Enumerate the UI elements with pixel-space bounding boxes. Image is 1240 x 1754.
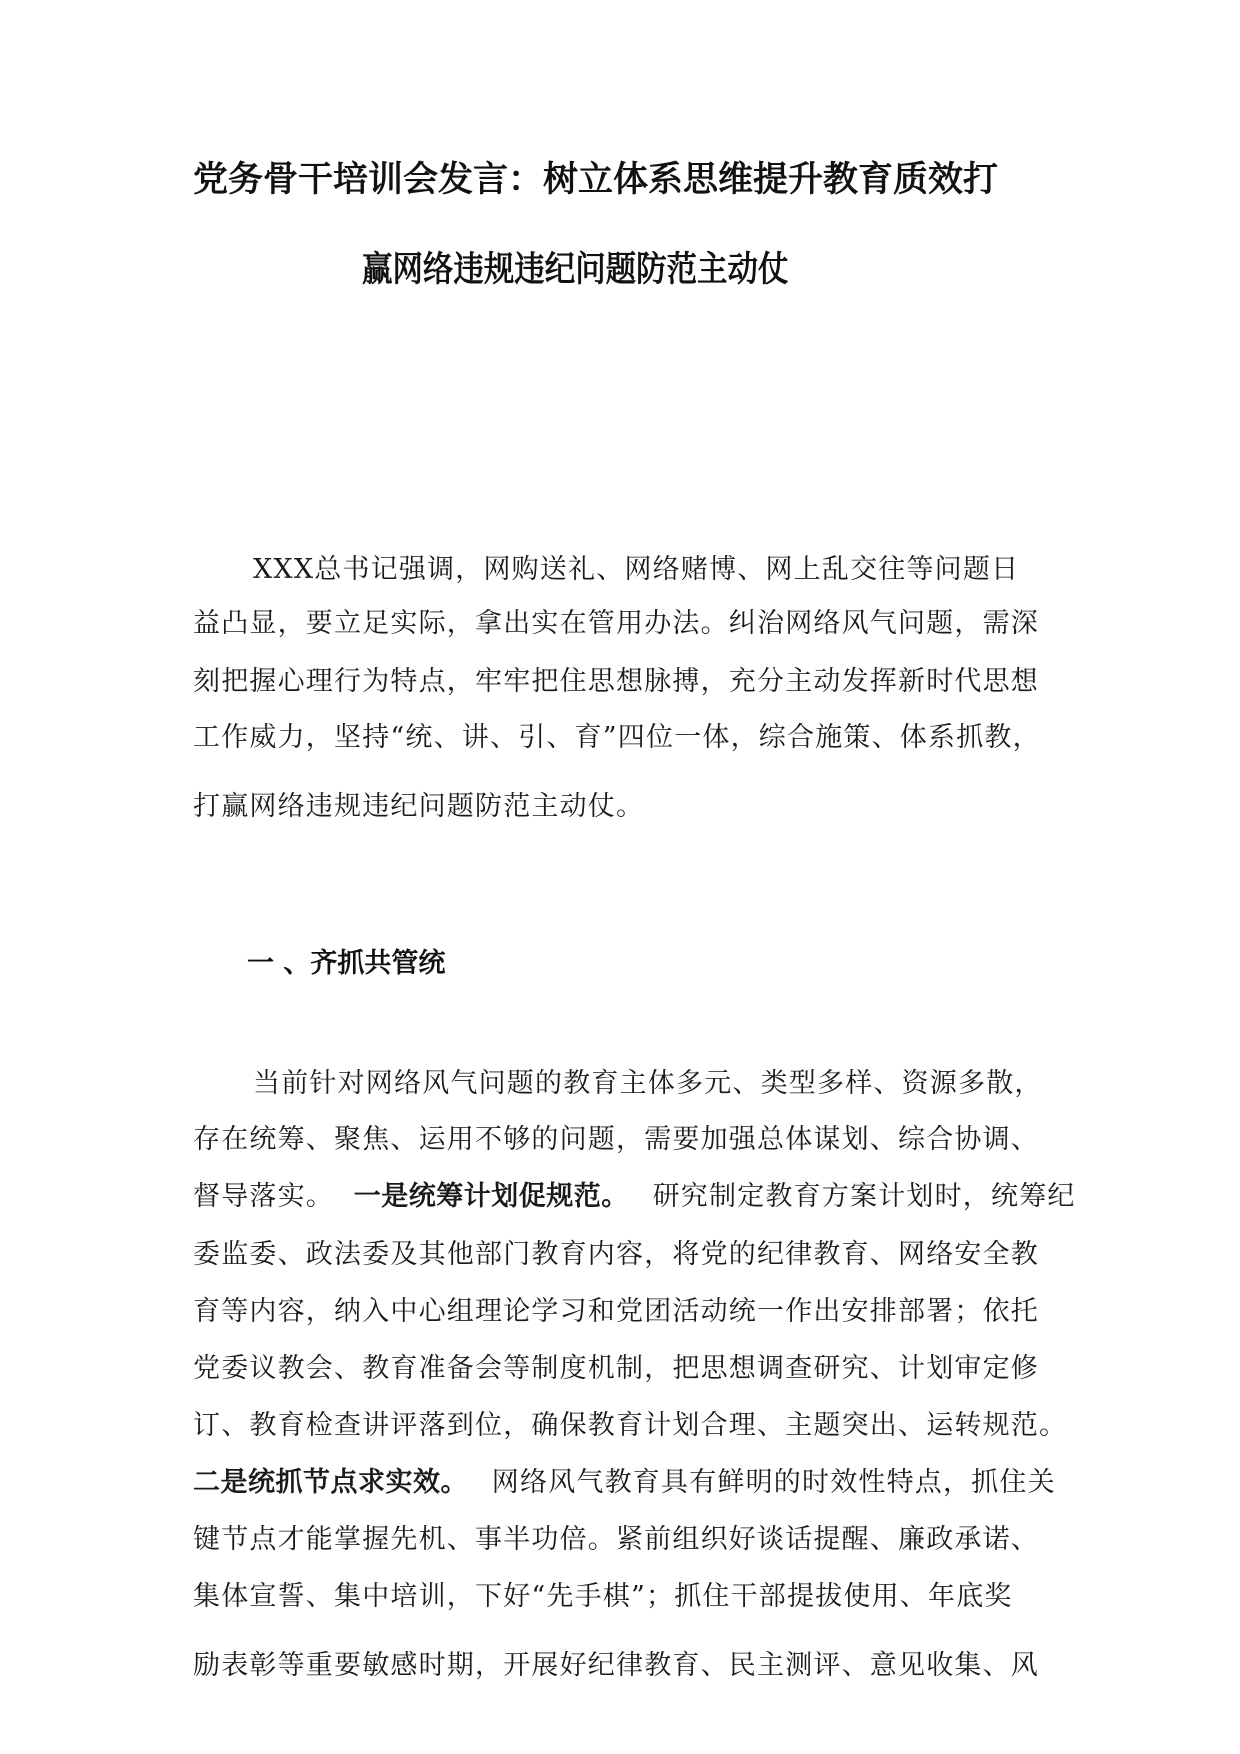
section1-line-1: 当前针对网络风气问题的教育主体多元、类型多样、资源多散，	[253, 1068, 1043, 1099]
section1-line-3	[193, 1180, 1076, 1214]
document-title-line-1: 党务骨干培训会发言：树立体系思维提升教育质效打	[193, 160, 999, 200]
document-title-line-2: 赢网络违规违纪问题防范主动仗	[362, 250, 789, 290]
section1-line-7: 订、教育检查讲评落到位，确保教育计划合理、主题突出、运转规范。	[193, 1410, 1068, 1441]
section1-line-9: 键节点才能掌握先机、事半功倍。紧前组织好谈话提醒、廉政承诺、	[193, 1524, 1039, 1555]
intro-line-1: XXX总书记强调，网购送礼、网络赌博、网上乱交往等问题日	[253, 554, 1020, 585]
section1-line-8	[193, 1466, 1056, 1500]
intro-line-5: 打赢网络违规违纪问题防范主动仗。	[193, 791, 645, 822]
section1-line-2: 存在统筹、聚焦、运用不够的问题，需要加强总体谋划、综合协调、	[193, 1124, 1039, 1155]
section1-line-10: 集体宣誓、集中培训，下好“先手棋”；抓住干部提拔使用、年底奖	[193, 1581, 1013, 1612]
section1-line-8-post: 网络风气教育具有鲜明的时效性特点，抓住关	[491, 1467, 1056, 1498]
section1-line-3-pre: 督导落实。	[193, 1181, 334, 1212]
point-two-heading: 二是统抓节点求实效。	[193, 1467, 468, 1498]
intro-line-2: 益凸显，要立足实际，拿出实在管用办法。纠治网络风气问题，需深	[193, 608, 1039, 639]
point-one-heading: 一是统筹计划促规范。	[353, 1181, 629, 1212]
section1-line-5: 育等内容，纳入中心组理论学习和党团活动统一作出安排部署；依托	[193, 1296, 1039, 1327]
section-heading-1: 一 、齐抓共管统	[247, 948, 446, 979]
section1-line-6: 党委议教会、教育准备会等制度机制，把思想调查研究、计划审定修	[193, 1353, 1039, 1384]
section1-line-4: 委监委、政法委及其他部门教育内容，将党的纪律教育、网络安全教	[193, 1239, 1039, 1270]
intro-line-3: 刻把握心理行为特点，牢牢把住思想脉搏，充分主动发挥新时代思想	[193, 666, 1039, 697]
section1-line-3-post: 研究制定教育方案计划时，统筹纪	[652, 1181, 1076, 1212]
intro-line-4: 工作威力，坚持“统、讲、引、育”四位一体，综合施策、体系抓教，	[193, 722, 1041, 753]
section1-line-11: 励表彰等重要敏感时期，开展好纪律教育、民主测评、意见收集、风	[193, 1650, 1039, 1681]
